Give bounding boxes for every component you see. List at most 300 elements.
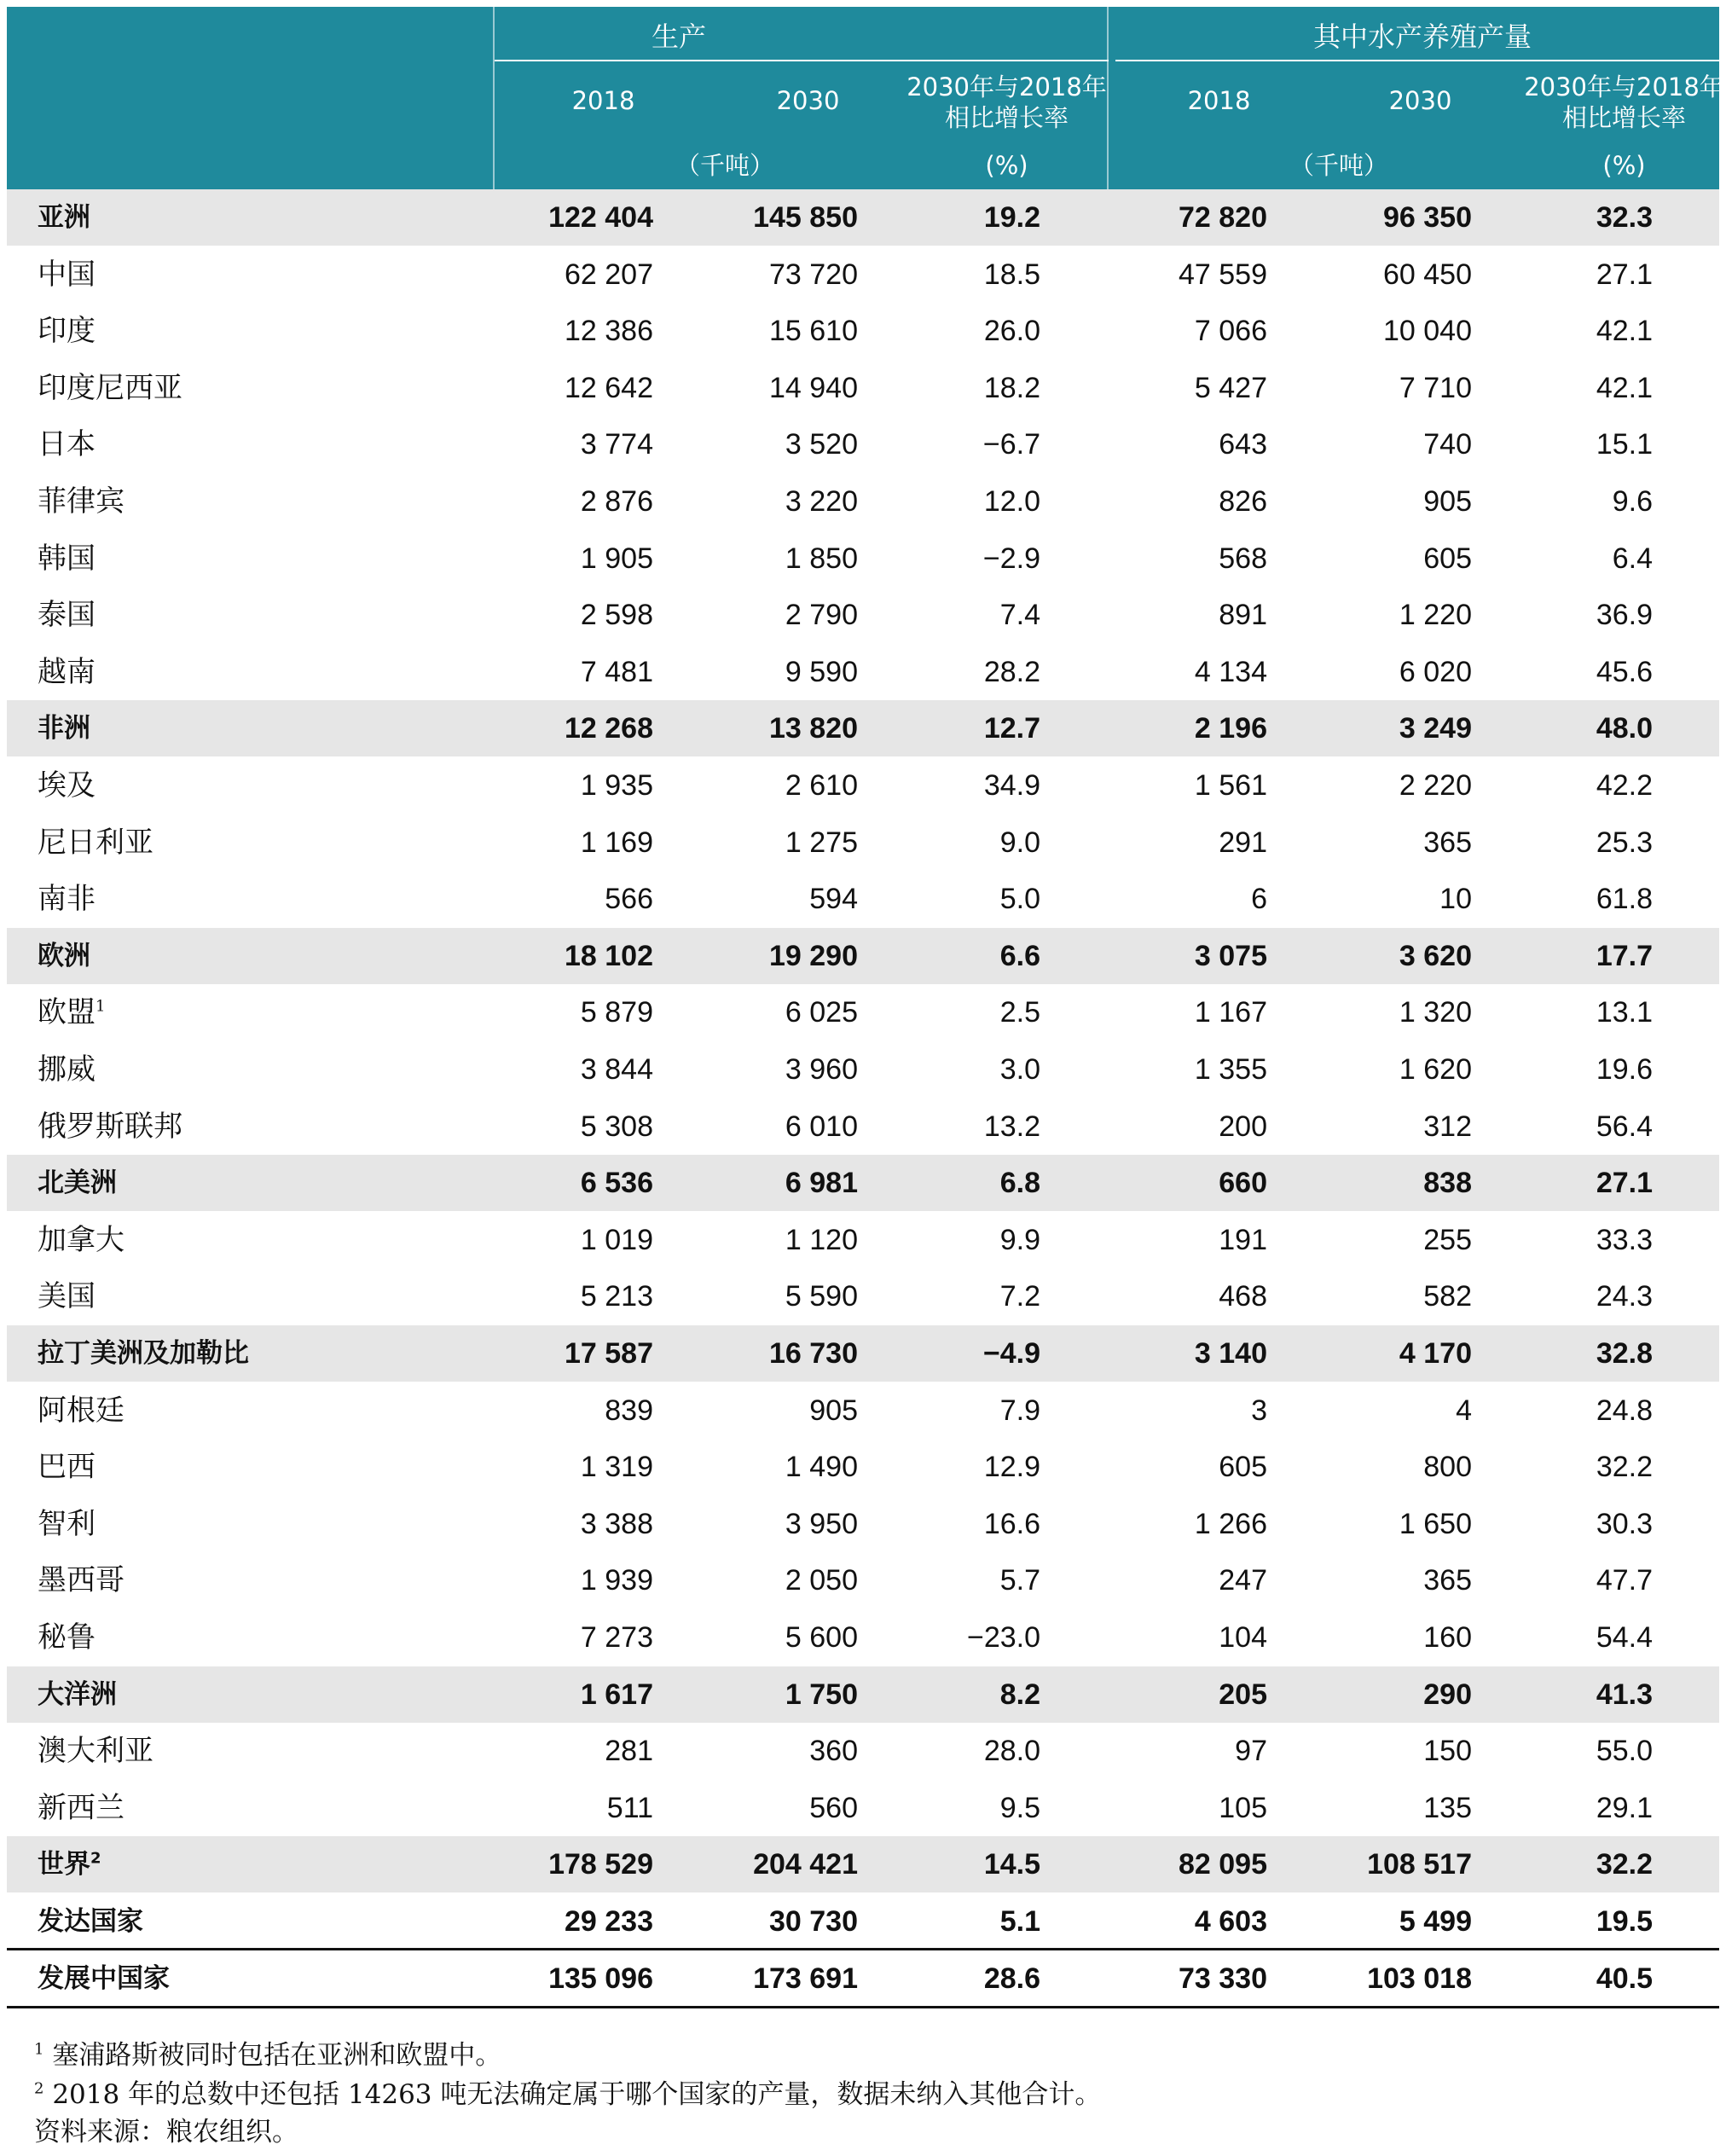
table-row: [7, 1723, 1719, 1779]
header-unit-prod: （千吨）: [675, 151, 774, 180]
cell-aqua-2018: 826: [1219, 485, 1267, 518]
table-row: [7, 1268, 1719, 1324]
row-label-text: 澳大利亚: [38, 1734, 153, 1769]
cell-prod-2018: 1 019: [580, 1223, 653, 1256]
table-row: [7, 303, 1719, 359]
header-group-aquaculture: 其中水产养殖产量: [1312, 20, 1532, 53]
row-label-text: 印度尼西亚: [38, 370, 182, 405]
cell-aqua-growth: 27.1: [1596, 1167, 1653, 1200]
cell-aqua-2018: 47 559: [1179, 258, 1267, 291]
cell-aqua-growth: 32.2: [1596, 1848, 1653, 1881]
cell-aqua-growth: 41.3: [1596, 1678, 1653, 1711]
cell-prod-2030: 3 960: [785, 1053, 858, 1086]
cell-aqua-2018: 1 266: [1194, 1507, 1267, 1540]
cell-aqua-2030: 4 170: [1399, 1337, 1472, 1370]
cell-prod-2030: 9 590: [785, 655, 858, 688]
cell-aqua-2030: 60 450: [1383, 258, 1472, 291]
cell-aqua-growth: 54.4: [1596, 1621, 1653, 1654]
cell-prod-2018: 3 774: [580, 428, 653, 461]
cell-prod-2018: 1 905: [580, 542, 653, 575]
cell-aqua-2030: 160: [1423, 1621, 1472, 1654]
cell-prod-2018: 2 876: [580, 485, 653, 518]
table-row: [7, 360, 1719, 416]
table-row-total: [7, 928, 1719, 984]
cell-aqua-2018: 1 355: [1194, 1053, 1267, 1086]
row-label-text: 巴西: [38, 1450, 96, 1485]
header-col-aqua-2030: 2030: [1388, 86, 1452, 115]
cell-prod-growth: −6.7: [982, 428, 1040, 461]
footnote-2-mark: 2: [34, 2079, 44, 2098]
cell-prod-growth: 6.8: [999, 1167, 1040, 1200]
row-label: [38, 530, 96, 587]
row-label-text: 泰国: [38, 598, 96, 633]
source-note: 资料来源：粮农组织。: [34, 2117, 298, 2147]
cell-aqua-2018: 82 095: [1179, 1848, 1267, 1881]
cell-aqua-2030: 740: [1423, 428, 1472, 461]
cell-aqua-2030: 1 620: [1399, 1053, 1472, 1086]
cell-aqua-growth: 42.1: [1596, 371, 1653, 404]
cell-prod-2018: 3 388: [580, 1507, 653, 1540]
table-row: [7, 1382, 1719, 1439]
row-label: [38, 1552, 125, 1608]
cell-prod-2018: 281: [605, 1735, 653, 1768]
cell-aqua-growth: 15.1: [1596, 428, 1653, 461]
cell-prod-growth: 9.9: [999, 1223, 1040, 1256]
cell-prod-2030: 3 220: [785, 485, 858, 518]
row-label: [38, 1609, 96, 1666]
cell-aqua-growth: 19.5: [1596, 1905, 1653, 1938]
cell-prod-2030: 30 730: [769, 1905, 858, 1938]
cell-prod-growth: 9.5: [999, 1791, 1040, 1824]
footnote-1: [34, 2033, 501, 2072]
cell-aqua-growth: 32.3: [1596, 201, 1653, 234]
table-row: [7, 1212, 1719, 1268]
table-row: [7, 587, 1719, 643]
cell-aqua-2018: 200: [1219, 1110, 1267, 1143]
cell-prod-2030: 173 691: [753, 1962, 858, 1995]
cell-prod-2030: 204 421: [753, 1848, 858, 1881]
cell-aqua-2030: 103 018: [1367, 1962, 1472, 1995]
cell-aqua-growth: 47.7: [1596, 1564, 1653, 1597]
cell-aqua-2030: 290: [1423, 1678, 1472, 1711]
cell-aqua-2030: 365: [1423, 1564, 1472, 1597]
cell-aqua-2030: 96 350: [1383, 201, 1472, 234]
cell-prod-2030: 560: [809, 1791, 858, 1824]
row-label: [38, 1268, 96, 1324]
row-label: [38, 1666, 117, 1723]
cell-prod-2018: 18 102: [565, 939, 653, 972]
row-label-text: 秘鲁: [38, 1620, 96, 1655]
cell-aqua-2018: 3: [1251, 1394, 1267, 1427]
row-label-text: 智利: [38, 1506, 96, 1541]
table-row: [7, 757, 1719, 814]
cell-prod-2018: 12 642: [565, 371, 653, 404]
cell-aqua-growth: 56.4: [1596, 1110, 1653, 1143]
cell-prod-2018: 1 939: [580, 1564, 653, 1597]
row-label: [38, 871, 96, 927]
cell-prod-2030: 2 050: [785, 1564, 858, 1597]
cell-prod-growth: 5.7: [999, 1564, 1040, 1597]
row-label: [38, 360, 182, 416]
cell-aqua-growth: 6.4: [1612, 542, 1653, 575]
cell-prod-2030: 14 940: [769, 371, 858, 404]
table-row-total: [7, 1836, 1719, 1892]
row-label: [38, 1836, 101, 1892]
header-col-aqua-growth: [1511, 72, 1726, 133]
cell-prod-2018: 1 319: [580, 1451, 653, 1484]
cell-aqua-2018: 643: [1219, 428, 1267, 461]
cell-prod-2030: 905: [809, 1394, 858, 1427]
cell-aqua-2018: 1 167: [1194, 996, 1267, 1029]
cell-aqua-2018: 2 196: [1194, 712, 1267, 745]
cell-prod-2030: 15 610: [769, 315, 858, 348]
cell-aqua-2030: 605: [1423, 542, 1472, 575]
cell-aqua-growth: 36.9: [1596, 599, 1653, 632]
table-row: [7, 1609, 1719, 1666]
cell-prod-2030: 1 120: [785, 1223, 858, 1256]
row-label-text: 俄罗斯联邦: [38, 1109, 182, 1144]
cell-prod-2018: 12 268: [565, 712, 653, 745]
cell-prod-2018: 135 096: [548, 1962, 653, 1995]
row-label-text: 北美洲: [38, 1168, 117, 1199]
cell-prod-growth: 9.0: [999, 826, 1040, 859]
cell-aqua-growth: 24.3: [1596, 1280, 1653, 1313]
table-row: [7, 416, 1719, 472]
cell-prod-growth: 14.5: [983, 1848, 1040, 1881]
row-label-text: 墨西哥: [38, 1563, 125, 1598]
cell-aqua-2030: 135: [1423, 1791, 1472, 1824]
cell-aqua-2030: 1 320: [1399, 996, 1472, 1029]
cell-prod-growth: 28.6: [983, 1962, 1040, 1995]
table-row: [7, 530, 1719, 587]
cell-prod-2030: 1 275: [785, 826, 858, 859]
footnote-2: [34, 2072, 1101, 2111]
cell-prod-growth: 34.9: [983, 769, 1040, 802]
row-label: [38, 473, 125, 530]
cell-aqua-2030: 3 249: [1399, 712, 1472, 745]
cell-prod-growth: 8.2: [999, 1678, 1040, 1711]
table-row: [7, 871, 1719, 927]
footnote-1-mark: 1: [34, 2040, 44, 2059]
header-divider: [1107, 7, 1109, 189]
row-label-text: 尼日利亚: [38, 825, 153, 860]
cell-aqua-2018: 568: [1219, 542, 1267, 575]
cell-prod-growth: −4.9: [982, 1337, 1040, 1370]
row-label-text: 新西兰: [38, 1790, 125, 1825]
cell-aqua-2018: 4 134: [1194, 655, 1267, 688]
cell-prod-growth: 5.1: [999, 1905, 1040, 1938]
cell-prod-2018: 1 169: [580, 826, 653, 859]
row-label: [38, 246, 96, 303]
cell-prod-2018: 6 536: [580, 1167, 653, 1200]
cell-prod-2018: 17 587: [565, 1337, 653, 1370]
row-label: [38, 984, 105, 1040]
cell-aqua-2030: 150: [1423, 1735, 1472, 1768]
footnote-mark: 1: [96, 998, 106, 1017]
cell-prod-2030: 1 850: [785, 542, 858, 575]
row-label: [38, 1439, 96, 1495]
cell-aqua-2018: 1 561: [1194, 769, 1267, 802]
header-unit-prod-pct: (%): [985, 151, 1028, 180]
row-label-text: 埃及: [38, 768, 96, 803]
cell-prod-growth: 12.7: [983, 712, 1040, 745]
header-growth-line1: 2030年与2018年: [1524, 72, 1724, 101]
cell-aqua-2030: 2 220: [1399, 769, 1472, 802]
cell-prod-2018: 12 386: [565, 315, 653, 348]
header-col-prod-2018: 2018: [571, 86, 635, 115]
cell-prod-2030: 5 590: [785, 1280, 858, 1313]
cell-aqua-2018: 104: [1219, 1621, 1267, 1654]
row-label-text: 大洋洲: [38, 1678, 117, 1710]
table-row: [7, 246, 1719, 303]
cell-prod-2018: 839: [605, 1394, 653, 1427]
cell-aqua-growth: 32.2: [1596, 1451, 1653, 1484]
cell-aqua-2030: 10: [1439, 883, 1472, 916]
cell-aqua-growth: 45.6: [1596, 655, 1653, 688]
cell-aqua-growth: 25.3: [1596, 826, 1653, 859]
table-row-total: [7, 1666, 1719, 1723]
cell-aqua-2018: 191: [1219, 1223, 1267, 1256]
cell-aqua-growth: 55.0: [1596, 1735, 1653, 1768]
cell-aqua-2018: 73 330: [1179, 1962, 1267, 1995]
cell-prod-growth: 26.0: [983, 315, 1040, 348]
cell-aqua-growth: 19.6: [1596, 1053, 1653, 1086]
cell-prod-2030: 1 750: [785, 1678, 858, 1711]
row-label: [38, 1041, 96, 1098]
row-label-text: 非洲: [38, 713, 90, 745]
cell-prod-2018: 29 233: [565, 1905, 653, 1938]
cell-prod-growth: 6.6: [999, 939, 1040, 972]
row-label-text: 阿根廷: [38, 1393, 125, 1428]
row-label: [38, 189, 90, 246]
cell-prod-2018: 3 844: [580, 1053, 653, 1086]
cell-prod-2018: 2 598: [580, 599, 653, 632]
cell-prod-2018: 7 273: [580, 1621, 653, 1654]
cell-aqua-2030: 4: [1456, 1394, 1472, 1427]
cell-prod-growth: 19.2: [983, 201, 1040, 234]
row-label-text: 日本: [38, 427, 96, 462]
row-label-text: 拉丁美洲及加勒比: [38, 1338, 249, 1369]
footnote-2-text: 2018 年的总数中还包括 14263 吨无法确定属于哪个国家的产量，数据未纳入其他合计。: [52, 2079, 1102, 2110]
cell-aqua-2030: 582: [1423, 1280, 1472, 1313]
cell-prod-2030: 2 610: [785, 769, 858, 802]
cell-aqua-2018: 3 075: [1194, 939, 1267, 972]
cell-aqua-2030: 108 517: [1367, 1848, 1472, 1881]
cell-prod-2030: 73 720: [769, 258, 858, 291]
cell-prod-2030: 16 730: [769, 1337, 858, 1370]
row-label: [38, 928, 90, 984]
row-label-text: 挪威: [38, 1052, 96, 1087]
table-row: [7, 1780, 1719, 1836]
table-row-total: [7, 1325, 1719, 1382]
table-row-total: [7, 1950, 1719, 2007]
cell-aqua-2018: 205: [1219, 1678, 1267, 1711]
cell-aqua-2018: 4 603: [1194, 1905, 1267, 1938]
table-row: [7, 1098, 1719, 1155]
cell-prod-growth: 2.5: [999, 996, 1040, 1029]
cell-prod-2030: 2 790: [785, 599, 858, 632]
cell-prod-2018: 1 935: [580, 769, 653, 802]
header-unit-aqua-pct: (%): [1602, 151, 1646, 180]
table-header: [7, 7, 1724, 189]
cell-prod-2030: 6 025: [785, 996, 858, 1029]
cell-prod-2018: 5 879: [580, 996, 653, 1029]
row-label: [38, 1098, 182, 1155]
row-label-text: 中国: [38, 257, 96, 292]
row-label: [38, 814, 153, 871]
cell-prod-2030: 594: [809, 883, 858, 916]
header-rule-production: [495, 60, 1109, 61]
rule-above-developing: [7, 1948, 1719, 1950]
cell-prod-2018: 122 404: [548, 201, 653, 234]
cell-aqua-growth: 17.7: [1596, 939, 1653, 972]
cell-aqua-2030: 5 499: [1399, 1905, 1472, 1938]
cell-prod-2030: 5 600: [785, 1621, 858, 1654]
cell-prod-growth: 7.9: [999, 1394, 1040, 1427]
row-label-text: 加拿大: [38, 1222, 125, 1257]
cell-aqua-2018: 6: [1251, 883, 1267, 916]
cell-aqua-2018: 605: [1219, 1451, 1267, 1484]
cell-prod-2030: 1 490: [785, 1451, 858, 1484]
cell-aqua-2030: 3 620: [1399, 939, 1472, 972]
row-label: [38, 1780, 125, 1836]
cell-aqua-2018: 7 066: [1194, 315, 1267, 348]
header-unit-aqua: （千吨）: [1289, 151, 1388, 180]
row-label-text: 印度: [38, 314, 96, 349]
cell-prod-growth: 28.2: [983, 655, 1040, 688]
row-label-text: 菲律宾: [38, 484, 125, 519]
table-row-total: [7, 1893, 1719, 1950]
table-row: [7, 644, 1719, 700]
cell-aqua-2030: 838: [1423, 1167, 1472, 1200]
row-label-text: 韩国: [38, 541, 96, 576]
row-label-text: 亚洲: [38, 202, 90, 233]
cell-aqua-2018: 105: [1219, 1791, 1267, 1824]
row-label-text: 发达国家: [38, 1906, 143, 1937]
cell-aqua-2030: 365: [1423, 826, 1472, 859]
row-label: [38, 1212, 125, 1268]
cell-prod-2030: 13 820: [769, 712, 858, 745]
footnote-mark: 2: [90, 1850, 101, 1869]
cell-aqua-2018: 247: [1219, 1564, 1267, 1597]
cell-aqua-growth: 13.1: [1596, 996, 1653, 1029]
cell-prod-growth: −2.9: [982, 542, 1040, 575]
cell-aqua-growth: 32.8: [1596, 1337, 1653, 1370]
row-label: [38, 1723, 153, 1779]
table-row: [7, 984, 1719, 1040]
row-label: [38, 1950, 170, 2007]
header-growth-line2: 相比增长率: [944, 103, 1069, 132]
cell-prod-growth: 18.2: [983, 371, 1040, 404]
cell-prod-growth: −23.0: [966, 1621, 1040, 1654]
cell-aqua-2018: 97: [1235, 1735, 1267, 1768]
cell-prod-growth: 16.6: [983, 1507, 1040, 1540]
cell-aqua-growth: 27.1: [1596, 258, 1653, 291]
cell-aqua-growth: 9.6: [1612, 485, 1653, 518]
cell-prod-growth: 3.0: [999, 1053, 1040, 1086]
cell-aqua-2030: 1 220: [1399, 599, 1472, 632]
cell-aqua-2018: 660: [1219, 1167, 1267, 1200]
row-label: [38, 1155, 117, 1211]
cell-aqua-2030: 312: [1423, 1110, 1472, 1143]
row-label: [38, 1382, 125, 1439]
cell-aqua-growth: 33.3: [1596, 1223, 1653, 1256]
row-label: [38, 757, 96, 814]
cell-prod-growth: 12.9: [983, 1451, 1040, 1484]
cell-prod-2030: 145 850: [753, 201, 858, 234]
header-group-production: 生产: [651, 20, 706, 53]
cell-aqua-growth: 24.8: [1596, 1394, 1653, 1427]
table-row: [7, 1552, 1719, 1608]
table-row-total: [7, 700, 1719, 756]
cell-prod-growth: 7.4: [999, 599, 1040, 632]
cell-aqua-2030: 7 710: [1399, 371, 1472, 404]
cell-prod-2030: 6 981: [785, 1167, 858, 1200]
cell-prod-growth: 18.5: [983, 258, 1040, 291]
cell-aqua-2018: 5 427: [1194, 371, 1267, 404]
cell-prod-2030: 3 520: [785, 428, 858, 461]
cell-prod-2018: 511: [606, 1791, 653, 1824]
row-label-text: 美国: [38, 1279, 96, 1314]
cell-aqua-2018: 3 140: [1194, 1337, 1267, 1370]
cell-aqua-2018: 291: [1219, 826, 1267, 859]
header-divider: [493, 7, 495, 189]
cell-prod-2018: 62 207: [565, 258, 653, 291]
row-label-text: 世界: [38, 1849, 90, 1881]
cell-prod-2030: 19 290: [769, 939, 858, 972]
cell-aqua-growth: 40.5: [1596, 1962, 1653, 1995]
cell-aqua-2030: 905: [1423, 485, 1472, 518]
row-label-text: 越南: [38, 654, 96, 689]
table-bottom-rule: [7, 2006, 1719, 2008]
cell-aqua-2018: 891: [1219, 599, 1267, 632]
row-label-text: 欧洲: [38, 940, 90, 971]
cell-prod-2018: 5 213: [580, 1280, 653, 1313]
row-label-text: 发展中国家: [38, 1962, 170, 1994]
table-row-total: [7, 1155, 1719, 1211]
row-label: [38, 1893, 143, 1950]
cell-aqua-growth: 30.3: [1596, 1507, 1653, 1540]
row-label: [38, 1496, 96, 1552]
row-label: [38, 587, 96, 643]
cell-prod-growth: 7.2: [999, 1280, 1040, 1313]
table-row: [7, 1496, 1719, 1552]
cell-aqua-2018: 468: [1219, 1280, 1267, 1313]
row-label: [38, 416, 96, 472]
header-col-aqua-2018: 2018: [1187, 86, 1251, 115]
header-col-prod-2030: 2030: [776, 86, 840, 115]
cell-prod-2030: 360: [809, 1735, 858, 1768]
cell-prod-2030: 3 950: [785, 1507, 858, 1540]
cell-prod-growth: 13.2: [983, 1110, 1040, 1143]
cell-aqua-growth: 61.8: [1596, 883, 1653, 916]
cell-aqua-2030: 6 020: [1399, 655, 1472, 688]
header-col-prod-growth: [894, 72, 1120, 133]
cell-aqua-growth: 48.0: [1596, 712, 1653, 745]
cell-aqua-growth: 29.1: [1596, 1791, 1653, 1824]
cell-prod-growth: 28.0: [983, 1735, 1040, 1768]
cell-aqua-growth: 42.2: [1596, 769, 1653, 802]
cell-aqua-growth: 42.1: [1596, 315, 1653, 348]
cell-prod-2018: 178 529: [548, 1848, 653, 1881]
cell-aqua-2030: 255: [1423, 1223, 1472, 1256]
cell-prod-2018: 1 617: [580, 1678, 653, 1711]
cell-prod-growth: 12.0: [983, 485, 1040, 518]
header-growth-line2: 相比增长率: [1561, 103, 1686, 132]
cell-prod-2030: 6 010: [785, 1110, 858, 1143]
header-growth-line1: 2030年与2018年: [906, 72, 1107, 101]
cell-aqua-2018: 72 820: [1179, 201, 1267, 234]
